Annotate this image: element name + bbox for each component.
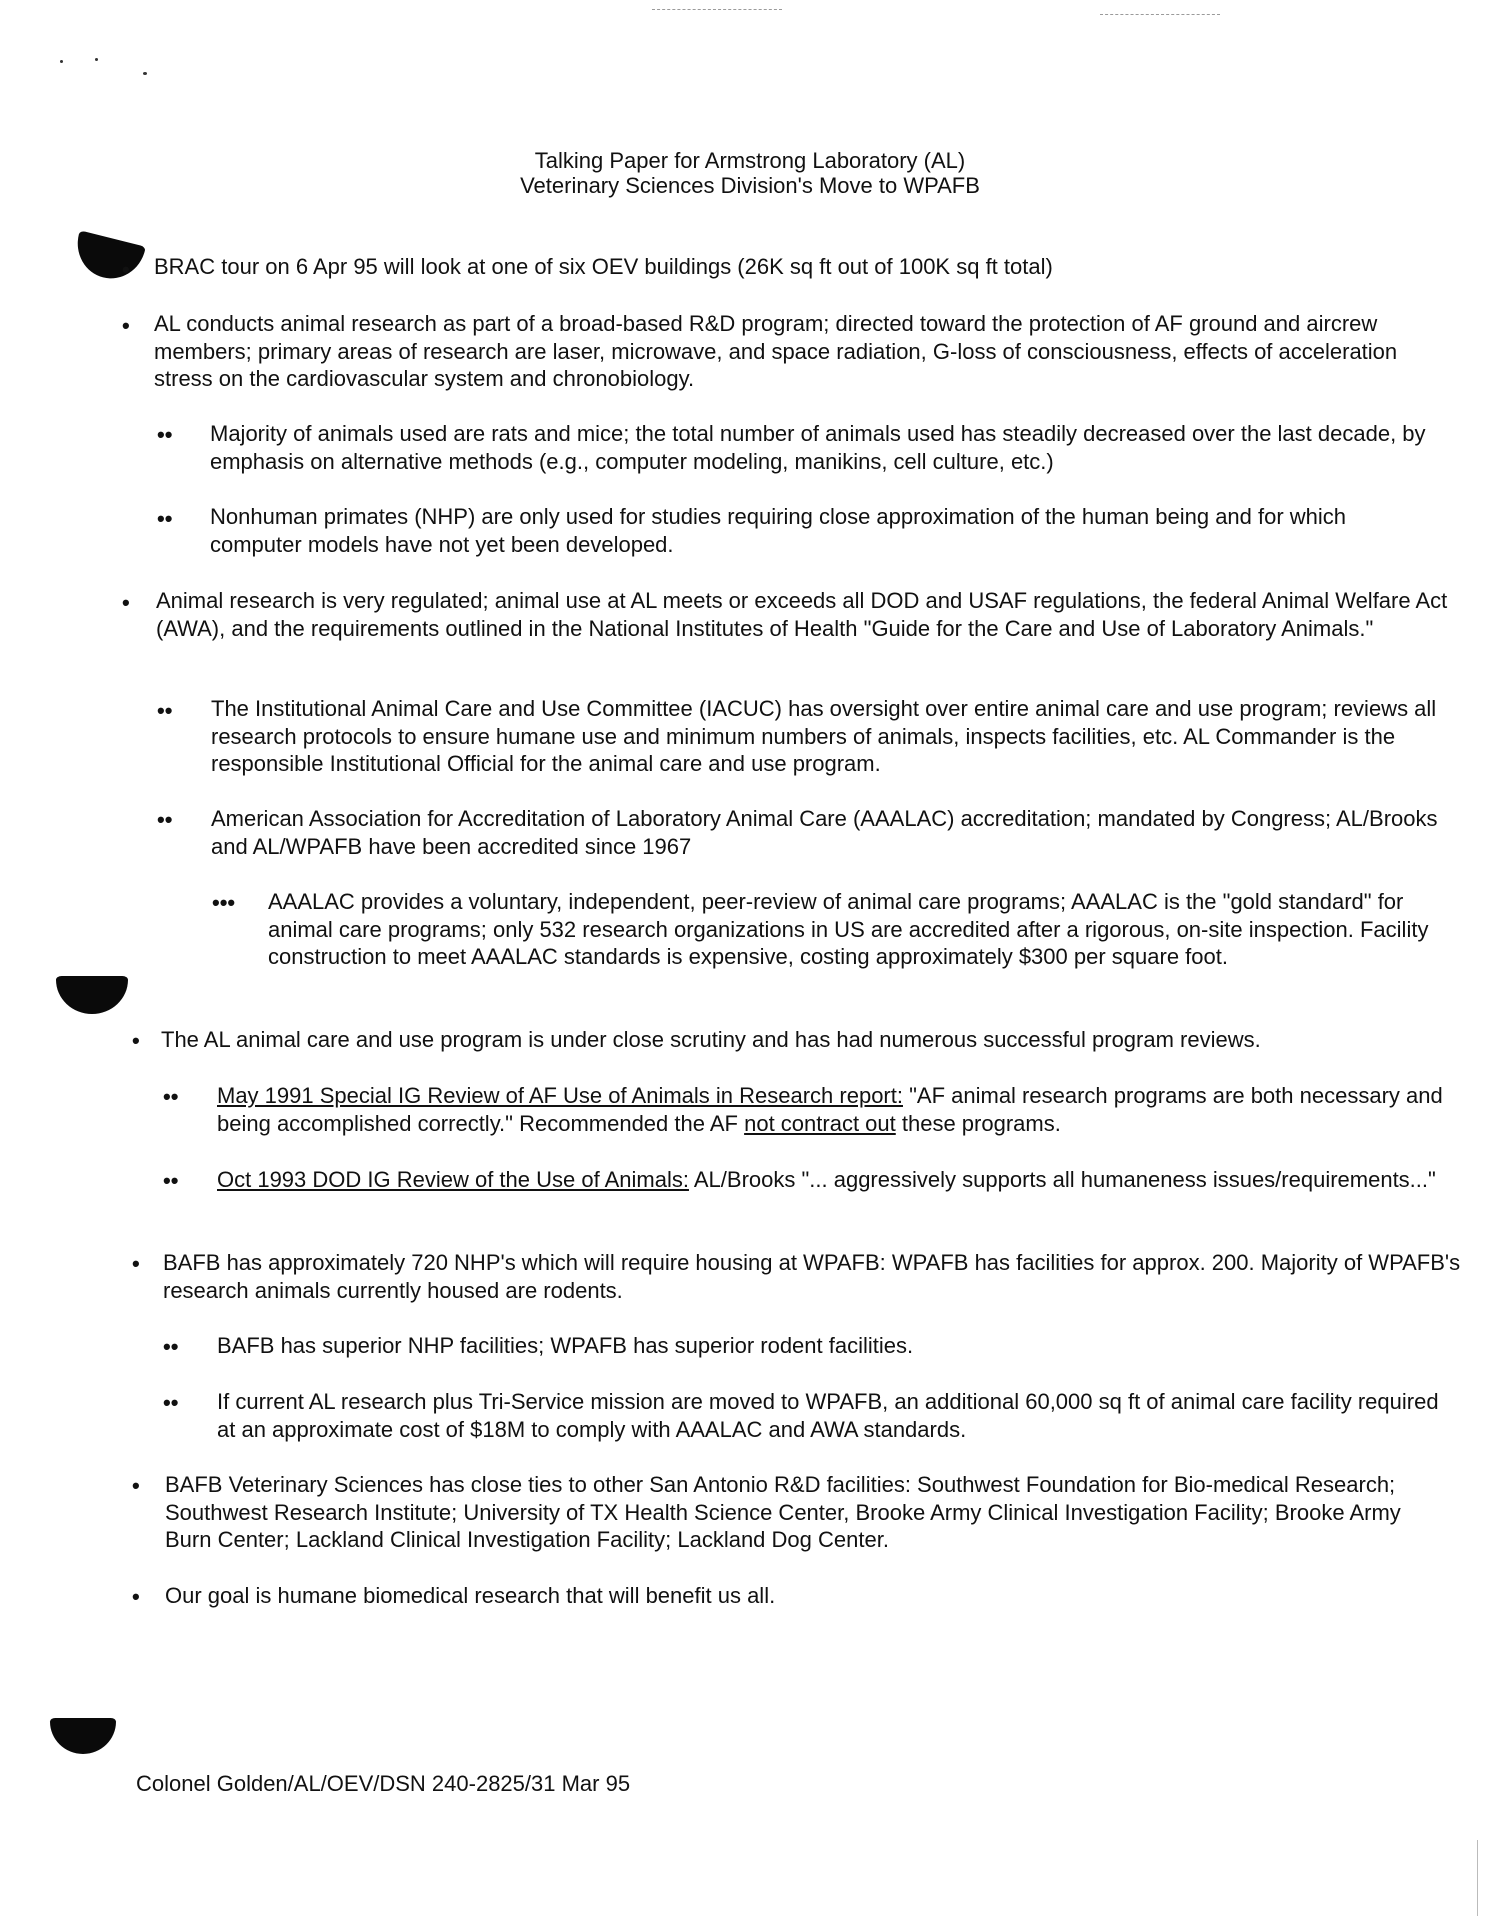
bullet-marker: ••	[163, 1168, 179, 1193]
bullet-marker: •	[122, 590, 130, 615]
list-item: Majority of animals used are rats and mice; the total number of animals used has steadily decreased over the last decade, by emphasis on alternative methods (e.g., computer modeling, manikins, cell culture, etc.)	[210, 421, 1426, 474]
bullet-marker: •	[122, 257, 130, 282]
emphasis-underlined: not contract out	[744, 1110, 896, 1136]
scan-speck	[95, 58, 98, 61]
bullet-marker: •	[122, 313, 130, 338]
hole-punch-mark-bottom	[50, 1718, 116, 1754]
bullet-marker: •	[132, 1028, 140, 1053]
scan-artifact-top-left	[652, 9, 782, 10]
scan-speck	[60, 60, 63, 63]
list-item: AAALAC provides a voluntary, independent, peer-review of animal care programs; AAALAC is the "gold standard" for animal care programs; only 532 research organizations in US are accredited after a rigorous, on-site inspection. Facility construction to meet AAALAC standards is expensive, costing approximately $300 per square foot.	[268, 889, 1429, 969]
list-item: BAFB Veterinary Sciences has close ties to other San Antonio R&D facilities: Southwest Foundation for Bio-medical Research; Southwest Research Institute; University of TX Health Science Center, Brooke Army Clinical Investigation Facility; Brooke Army Burn Center; Lackland Clinical Investigation Facility; Lackland Dog Center.	[165, 1472, 1401, 1552]
bullet-marker: ••	[163, 1390, 179, 1415]
scan-edge-line	[1477, 1840, 1478, 1916]
bullet-marker: •	[132, 1473, 140, 1498]
bullet-marker: ••	[163, 1334, 179, 1359]
hole-punch-mark-middle	[56, 976, 128, 1014]
list-item: The AL animal care and use program is under close scrutiny and has had numerous successful program reviews.	[161, 1027, 1261, 1052]
review-citation: Oct 1993 DOD IG Review of the Use of Animals:	[217, 1167, 689, 1192]
bullet-marker: •••	[212, 890, 236, 915]
bullet-marker: ••	[157, 506, 173, 531]
review-conclusion: these programs.	[895, 1110, 1061, 1136]
list-item: The Institutional Animal Care and Use Committee (IACUC) has oversight over entire animal care and use program; reviews all research protocols to ensure humane use and minimum numbers of animals, inspects facilities, etc. AL Commander is the responsible Institutional Official for the animal care and use program.	[211, 696, 1437, 776]
hole-punch-mark-top	[70, 230, 146, 285]
list-item	[217, 1082, 1457, 1137]
scan-speck	[143, 72, 147, 75]
bullet-marker: ••	[163, 1084, 179, 1109]
author-signature-line: Colonel Golden/AL/OEV/DSN 240-2825/31 Mar 95	[136, 1771, 631, 1796]
bullet-marker: ••	[157, 422, 173, 447]
review-quote: AL/Brooks "... aggressively supports all humaneness issues/requirements..."	[688, 1167, 1436, 1192]
scan-artifact-top-right	[1100, 14, 1220, 15]
list-item: If current AL research plus Tri-Service mission are moved to WPAFB, an additional 60,000 sq ft of animal care facility required at an approximate cost of $18M to comply with AAALAC and AWA standards.	[217, 1389, 1439, 1442]
list-item: BAFB has superior NHP facilities; WPAFB has superior rodent facilities.	[217, 1333, 914, 1358]
document-title	[0, 148, 1500, 198]
bullet-marker: ••	[157, 807, 173, 832]
list-item: Our goal is humane biomedical research that will benefit us all.	[165, 1583, 776, 1608]
list-item: AL conducts animal research as part of a broad-based R&D program; directed toward the protection of AF ground and aircrew members; primary areas of research are laser, microwave, and space radiation, G-loss of consciousness, effects of acceleration stress on the cardiovascular system and chronobiology.	[154, 311, 1398, 391]
title-line-2: Veterinary Sciences Division's Move to WPAFB	[520, 173, 980, 198]
title-line-1: Talking Paper for Armstrong Laboratory (AL)	[534, 148, 966, 173]
list-item: Animal research is very regulated; animal use at AL meets or exceeds all DOD and USAF regulations, the federal Animal Welfare Act (AWA), and the requirements outlined in the National Institutes of Health "Guide for the Care and Use of Laboratory Animals."	[156, 588, 1448, 641]
review-citation: May 1991 Special IG Review of AF Use of Animals in Research report:	[217, 1083, 903, 1108]
bullet-marker: •	[132, 1584, 140, 1609]
list-item: Nonhuman primates (NHP) are only used for studies requiring close approximation of the human being and for which computer models have not yet been developed.	[210, 504, 1347, 557]
review-quote: "AF animal research programs are both necessary and being accomplished correctly." Recommended the AF	[217, 1083, 1443, 1136]
list-item: American Association for Accreditation of Laboratory Animal Care (AAALAC) accreditation; mandated by Congress; AL/Brooks and AL/WPAFB have been accredited since 1967	[211, 806, 1438, 859]
list-item: BAFB has approximately 720 NHP's which will require housing at WPAFB: WPAFB has facilities for approx. 200. Majority of WPAFB's research animals currently housed are rodents.	[163, 1250, 1461, 1303]
bullet-marker: ••	[157, 698, 173, 723]
bullet-marker: •	[132, 1251, 140, 1276]
list-item: BRAC tour on 6 Apr 95 will look at one of six OEV buildings (26K sq ft out of 100K sq ft total)	[154, 254, 1053, 279]
list-item	[217, 1166, 1457, 1194]
